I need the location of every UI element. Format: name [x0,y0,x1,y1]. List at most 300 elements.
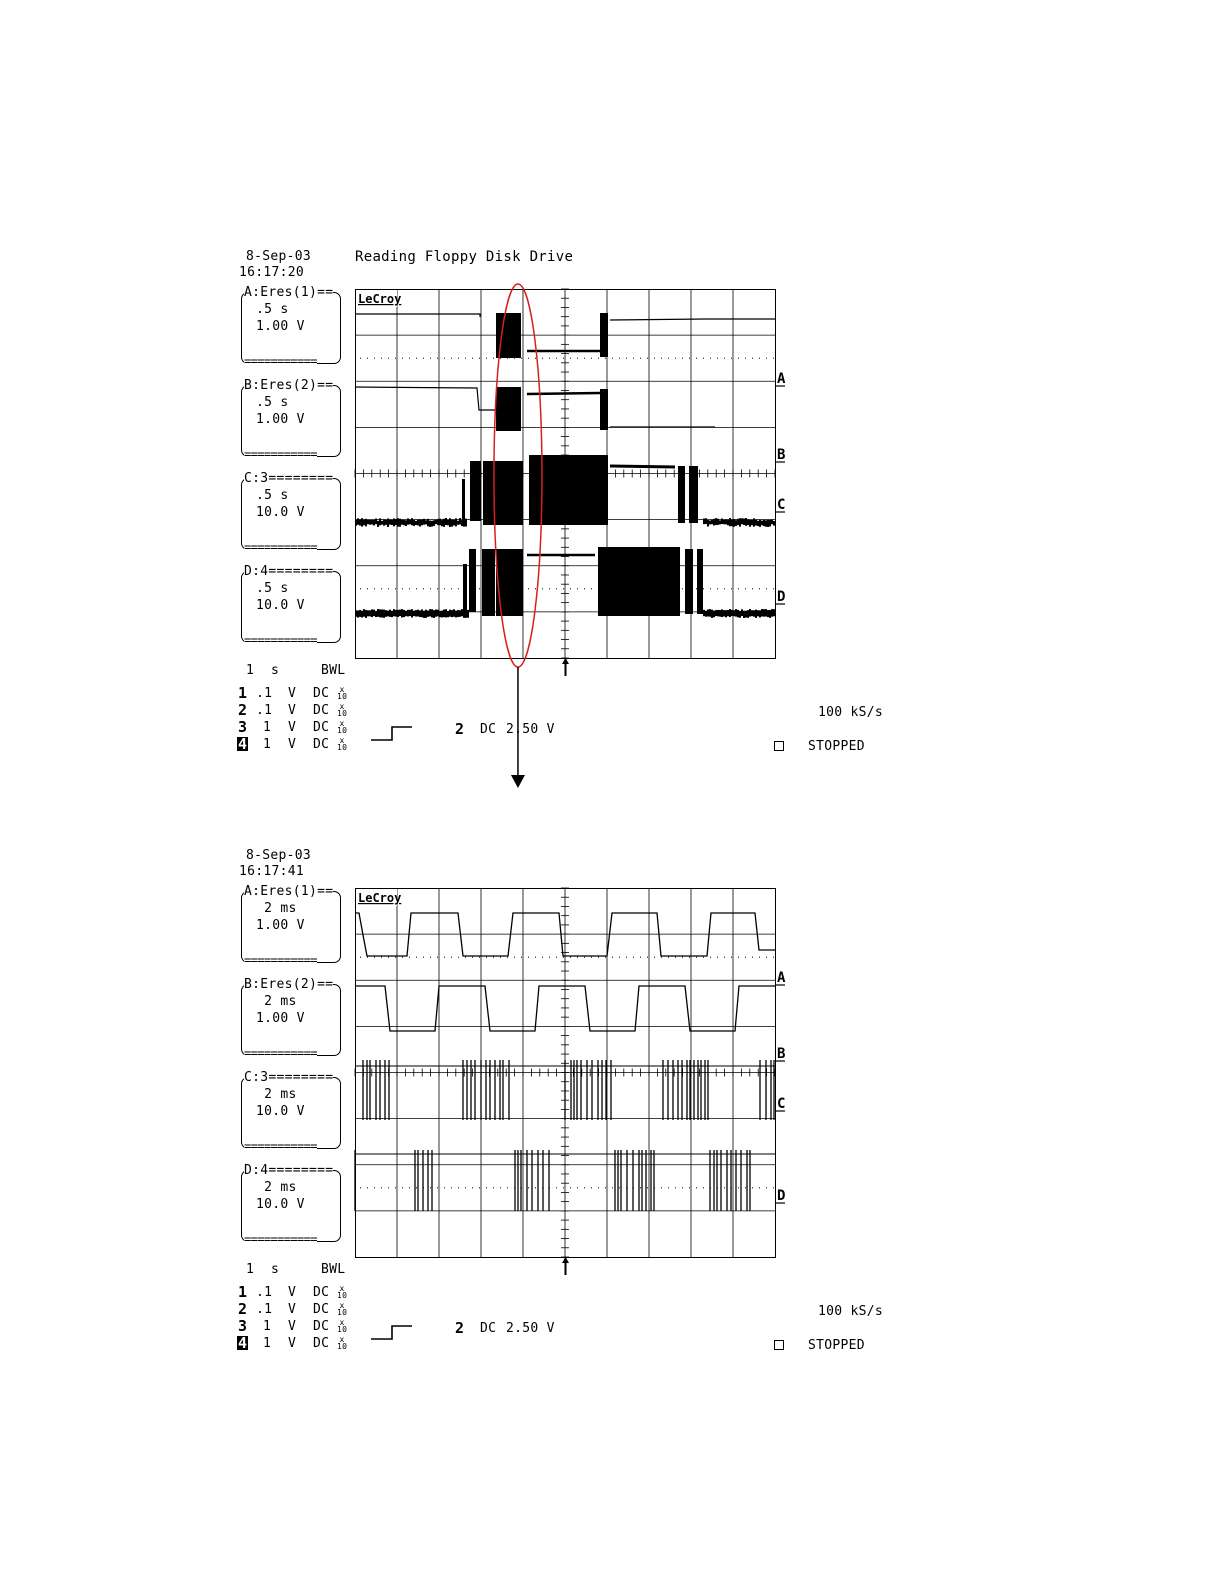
reference-dot [374,358,375,359]
reference-dot [402,1187,403,1188]
reference-dot [395,1187,396,1188]
series-c-noise [707,520,709,527]
probe-fraction [337,1319,347,1333]
probe-n: 10 [337,1308,348,1317]
reference-dot [703,588,704,589]
channel-coupling: DC [313,1302,330,1317]
trace-head: B:Eres(2)== [244,977,334,992]
series-c-noise [745,518,747,526]
reference-dot [402,957,403,958]
reference-dot [766,588,767,589]
series-c-noise [393,518,395,526]
probe-n: 10 [337,1291,348,1300]
series-d-noise [765,609,767,616]
reference-dot [584,957,585,958]
reference-dot [465,957,466,958]
reference-dot [773,957,774,958]
channel-scale: 1 [263,720,272,735]
probe-attenuation [337,737,347,752]
trace-footer-sep: =========== [244,1046,317,1060]
series-c-noise [369,519,371,524]
series-c-pulse [689,466,698,523]
channel-scale: .1 [256,1285,273,1300]
reference-dot [654,358,655,359]
trace-label-d: D [777,589,786,605]
series-c-noise [755,520,757,526]
series-c-noise [749,520,751,527]
trace-head: C:3======== [244,1070,334,1085]
trace-head: A:Eres(1)== [244,285,334,300]
series-c-noise [395,519,397,525]
scope-grid [355,888,795,1279]
reference-dot [752,588,753,589]
series-d-noise [771,609,773,617]
series-d-noise [379,609,381,617]
series-d-noise [745,611,747,618]
series-c-noise [763,519,765,526]
trace-timebase: .5 s [256,395,289,410]
trace-head: A:Eres(1)== [244,884,334,899]
reference-dot [682,588,683,589]
series-c-noise [459,518,461,524]
reference-dot [535,588,536,589]
trace-footer-sep: =========== [244,354,317,368]
series-d-noise [433,610,435,618]
series-d-noise [419,610,421,617]
reference-dot [563,588,564,589]
reference-dot [360,358,361,359]
series-d-noise [381,609,383,617]
reference-dot [717,358,718,359]
series-c-noise [373,520,375,526]
series-c-noise [381,521,383,525]
series-c-noise [431,521,433,527]
timebase-value: 1 [246,663,255,678]
series-d-noise [373,610,375,616]
series-d-noise [741,609,743,616]
reference-dot [465,358,466,359]
series-d-noise [425,610,427,618]
series-d-burst [598,547,680,616]
series-d-noise [415,610,417,616]
reference-dot [577,588,578,589]
series-c-noise [715,518,717,525]
time-stamp: 16:17:20 [239,265,305,280]
acquisition-status[interactable]: STOPPED [808,739,865,754]
reference-dot [682,1187,683,1188]
series-d-noise [385,610,387,617]
trace-footer-sep: =========== [244,953,317,967]
series-c-noise [721,518,723,524]
channel-coupling: DC [313,1336,330,1351]
series-c-noise [371,520,373,524]
reference-dot [738,957,739,958]
reference-dot [640,1187,641,1188]
series-c-noise [747,519,749,525]
series-c-noise [457,521,459,525]
reference-dot [682,358,683,359]
reference-dot [528,588,529,589]
reference-dot [381,588,382,589]
trace-volts: 1.00 V [256,1011,305,1026]
series-d-pulse [469,549,476,612]
series-c-noise [769,520,771,527]
series-c-noise [377,521,379,527]
series-d-noise [761,609,763,616]
reference-dot [472,1187,473,1188]
reference-dot [423,957,424,958]
reference-dot [535,1187,536,1188]
series-c-noise [367,520,369,524]
reference-dot [437,957,438,958]
series-c-noise [743,519,745,525]
series-d-noise [709,609,711,617]
reference-dot [752,358,753,359]
reference-dot [619,957,620,958]
series-d-noise [729,609,731,617]
probe-x: x [339,702,345,711]
reference-dot [367,1187,368,1188]
series-d-noise [747,610,749,618]
series-d-noise [757,610,759,616]
date-stamp: 8-Sep-03 [246,848,312,863]
reference-dot [381,1187,382,1188]
reference-dot [465,1187,466,1188]
reference-dot [556,957,557,958]
series-d-noise [403,610,405,617]
reference-dot [486,1187,487,1188]
series-c-noise [739,518,741,526]
reference-dot [647,1187,648,1188]
trigger-level: 2.50 V [506,722,555,737]
trace-label-b: B [777,1046,786,1062]
series-c-noise [407,518,409,524]
reference-dot [598,358,599,359]
series-d-noise [369,610,371,616]
series-d-noise [707,609,709,616]
reference-dot [528,358,529,359]
probe-x: x [339,1284,345,1293]
series-b-line [355,387,496,410]
series-c-noise [737,519,739,525]
reference-dot [577,1187,578,1188]
time-stamp: 16:17:41 [239,864,305,879]
probe-x: x [339,685,345,694]
trace-label-d: D [777,1188,786,1204]
trace-volts: 1.00 V [256,918,305,933]
reference-dot [388,957,389,958]
series-d-noise [417,610,419,617]
series-d-noise [727,610,729,616]
reference-dot [437,588,438,589]
reference-dot [759,1187,760,1188]
reference-dot [745,1187,746,1188]
probe-n: 10 [337,1342,348,1351]
probe-x: x [339,1335,345,1344]
reference-dot [752,957,753,958]
reference-dot [458,358,459,359]
trigger-edge-icon [370,1323,414,1343]
series-d-noise [753,610,755,616]
series-d-noise [387,611,389,617]
reference-dot [612,358,613,359]
reference-dot [661,1187,662,1188]
reference-dot [752,1187,753,1188]
stopped-square-icon[interactable] [774,1340,784,1350]
series-c-noise [427,519,429,526]
series-d-noise [721,609,723,617]
reference-dot [430,1187,431,1188]
series-c-noise [415,521,417,525]
reference-dot [738,1187,739,1188]
reference-dot [773,588,774,589]
down-arrow-head [511,775,525,788]
reference-dot [647,358,648,359]
reference-dot [409,358,410,359]
series-d-noise [763,609,765,616]
reference-dot [409,1187,410,1188]
reference-dot [374,588,375,589]
series-d-noise [361,611,363,618]
reference-dot [444,957,445,958]
reference-dot [444,588,445,589]
reference-dot [395,358,396,359]
channel-unit: V [288,1285,297,1300]
reference-dot [591,1187,592,1188]
stopped-square-icon[interactable] [774,741,784,751]
reference-dot [759,957,760,958]
series-c-noise [385,520,387,525]
reference-dot [416,957,417,958]
channel-unit: V [288,686,297,701]
trace-timebase: 2 ms [256,994,297,1009]
channel-coupling: DC [313,720,330,735]
reference-dot [479,957,480,958]
series-d-noise [441,611,443,618]
series-c-pulse [462,479,465,521]
reference-dot [724,1187,725,1188]
reference-dot [416,1187,417,1188]
series-d-noise [395,610,397,617]
reference-dot [437,358,438,359]
series-c-noise [433,520,435,526]
reference-dot [773,1187,774,1188]
scope-grid [355,289,795,680]
reference-dot [444,358,445,359]
series-c-noise [449,518,451,527]
acquisition-status[interactable]: STOPPED [808,1338,865,1353]
series-d-noise [375,611,377,617]
reference-dot [626,957,627,958]
reference-dot [549,588,550,589]
series-d-noise [409,610,411,616]
reference-dot [430,957,431,958]
reference-dot [619,1187,620,1188]
probe-attenuation [337,703,347,718]
reference-dot [696,588,697,589]
reference-dot [675,358,676,359]
reference-dot [724,957,725,958]
reference-dot [430,358,431,359]
probe-x: x [339,1318,345,1327]
series-c-noise [735,520,737,526]
trace-head: C:3======== [244,471,334,486]
reference-dot [570,957,571,958]
trigger-coupling: DC [480,722,497,737]
series-d-noise [421,609,423,617]
channel-number: 2 [238,1300,248,1318]
series-d-noise [773,609,775,616]
screen-title: Reading Floppy Disk Drive [355,249,574,265]
trigger-level: 2.50 V [506,1321,555,1336]
series-c-noise [759,519,761,527]
series-d-noise [423,611,425,618]
sample-rate: 100 kS/s [818,705,884,720]
probe-attenuation [337,720,347,735]
reference-dot [738,588,739,589]
series-c-noise [399,519,401,527]
trace-timebase: 2 ms [256,1087,297,1102]
series-c-noise [437,519,439,525]
series-c-noise [417,519,419,525]
channel-unit: V [288,1302,297,1317]
reference-dot [745,957,746,958]
series-d-noise [739,611,741,618]
series-c-noise [383,519,385,525]
series-a-line [610,319,775,320]
reference-dot [724,358,725,359]
series-d-noise [393,609,395,616]
series-c-noise [411,518,413,525]
series-c-noise [375,519,377,525]
reference-dot [360,957,361,958]
reference-dot [640,957,641,958]
series-d-noise [365,610,367,618]
reference-dot [416,358,417,359]
series-c-noise [751,520,753,526]
series-c-noise [447,520,449,526]
trigger-coupling: DC [480,1321,497,1336]
series-c-noise [455,518,457,526]
channel-number: 1 [238,684,248,702]
reference-dot [591,588,592,589]
reference-dot [570,358,571,359]
reference-dot [528,1187,529,1188]
reference-dot [451,1187,452,1188]
series-c-noise [355,519,357,525]
probe-fraction [337,1285,347,1299]
reference-dot [549,358,550,359]
trace-footer-sep: =========== [244,1232,317,1246]
channel-scale: .1 [256,1302,273,1317]
reference-dot [528,957,529,958]
series-c-noise [379,518,381,525]
reference-dot [409,957,410,958]
trace-volts: 10.0 V [256,505,305,520]
series-d-noise [357,611,359,618]
reference-dot [535,358,536,359]
series-c-noise [465,519,467,527]
series-c-line [610,466,675,467]
reference-dot [703,957,704,958]
reference-dot [542,358,543,359]
series-d-noise [401,609,403,617]
channel-scale: 1 [263,737,272,752]
trace-head: B:Eres(2)== [244,378,334,393]
reference-dot [668,957,669,958]
probe-n: 10 [337,743,348,752]
series-c-noise [773,521,775,526]
series-d-noise [457,610,459,617]
series-c-noise [723,520,725,524]
series-d-noise [411,609,413,617]
series-d-noise [437,610,439,617]
series-d-noise [717,610,719,616]
reference-dot [766,1187,767,1188]
series-d-noise [447,611,449,617]
series-d-noise [451,610,453,617]
reference-dot [549,957,550,958]
series-d-noise [383,610,385,618]
reference-dot [451,588,452,589]
reference-dot [577,957,578,958]
series-d-noise [711,610,713,618]
reference-dot [542,588,543,589]
channel-scale: 1 [263,1319,272,1334]
series-c-noise [425,520,427,524]
reference-dot [710,957,711,958]
series-c-burst [483,461,523,525]
reference-dot [647,957,648,958]
reference-dot [360,1187,361,1188]
reference-dot [563,1187,564,1188]
series-d-noise [399,610,401,616]
series-c-noise [771,519,773,524]
reference-dot [668,358,669,359]
series-d-noise [743,611,745,618]
reference-dot [360,588,361,589]
reference-dot [451,957,452,958]
trace-head: D:4======== [244,1163,334,1178]
trace-footer-sep: =========== [244,1139,317,1153]
trace-timebase: .5 s [256,581,289,596]
probe-attenuation [337,1336,347,1351]
reference-dot [731,358,732,359]
probe-fraction [337,686,347,700]
probe-fraction [337,737,347,751]
channel-number: 2 [238,701,248,719]
series-c-noise [461,520,463,526]
reference-dot [703,358,704,359]
series-c-noise [421,519,423,525]
series-d-noise [371,609,373,617]
reference-dot [584,1187,585,1188]
series-d-noise [767,610,769,617]
series-c-pulse [470,461,481,521]
series-d-noise [733,610,735,616]
reference-dot [486,957,487,958]
channel-number: 4 [238,735,248,753]
reference-dot [759,588,760,589]
series-d-noise [413,611,415,616]
probe-x: x [339,1301,345,1310]
series-d-noise [749,609,751,617]
series-d-noise [391,611,393,617]
reference-dot [416,588,417,589]
trace-volts: 10.0 V [256,1104,305,1119]
channel-scale: 1 [263,1336,272,1351]
series-a-burst [600,313,608,357]
